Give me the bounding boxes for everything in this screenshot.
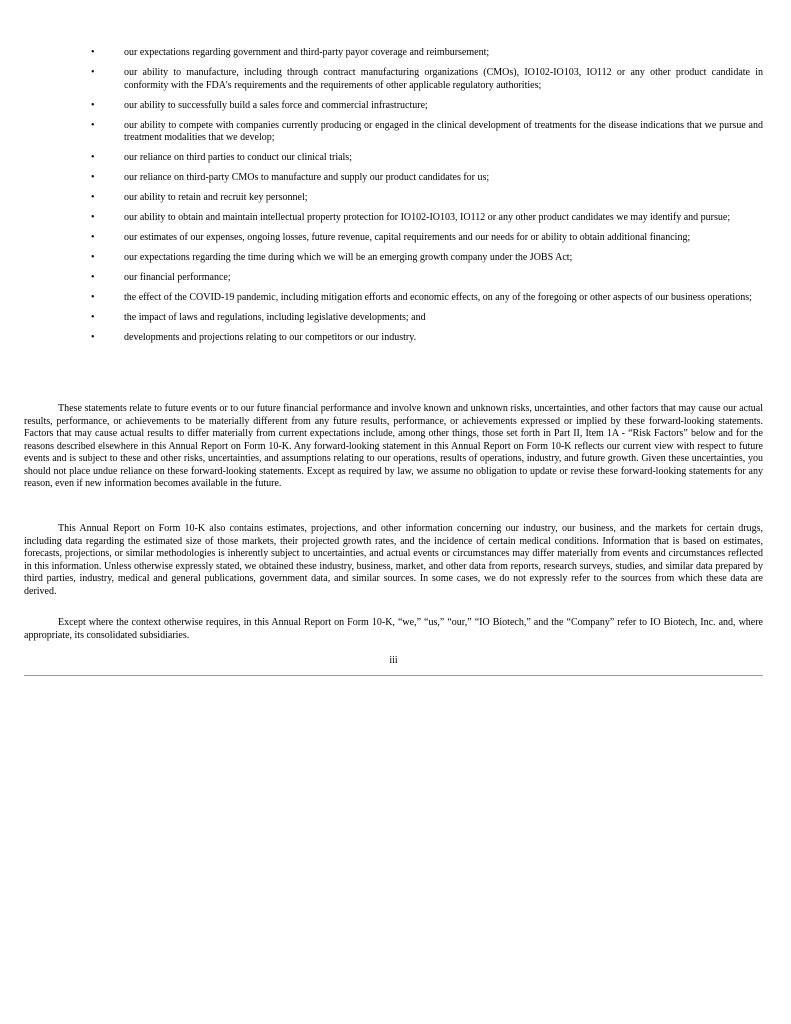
list-item-text: our financial performance; — [124, 272, 231, 284]
forward-looking-bullet-list — [24, 47, 763, 352]
list-item — [24, 192, 763, 205]
bullet-icon: • — [91, 66, 95, 78]
list-item — [24, 120, 763, 145]
list-item — [24, 332, 763, 345]
list-item — [24, 292, 763, 305]
list-item — [24, 152, 763, 165]
page-divider — [24, 675, 763, 676]
list-item-text: our ability to successfully build a sales force and commercial infrastructure; — [124, 99, 428, 111]
bullet-icon: • — [91, 212, 95, 224]
list-item-text: our ability to retain and recruit key personnel; — [124, 192, 308, 204]
bullet-icon: • — [91, 47, 95, 58]
company-definition-paragraph: Except where the context otherwise requires, in this Annual Report on Form 10-K, “we,” “us,” “our,” “IO Biotech,” and the “Company” refer to IO Biotech, Inc. and, where appropriate, its consolidated subsidiaries. — [24, 617, 763, 641]
list-item-text: our reliance on third-party CMOs to manufacture and supply our product candidates for us; — [124, 172, 490, 184]
list-item — [24, 212, 763, 225]
list-item — [24, 312, 763, 325]
bullet-icon: • — [91, 119, 95, 131]
page-number: iii — [389, 655, 398, 666]
bullet-icon: • — [91, 172, 95, 184]
list-item-text: our expectations regarding government and third-party payor coverage and reimbursement; — [124, 47, 490, 58]
bullet-icon: • — [91, 272, 95, 284]
list-item — [24, 47, 763, 60]
list-item — [24, 252, 763, 265]
bullet-icon: • — [91, 192, 95, 204]
list-item — [24, 100, 763, 113]
bullet-icon: • — [91, 312, 95, 323]
list-item-text: our ability to compete with companies currently producing or engaged in the clinical development of treatments for the disease indications that we pursue and treatment modalities that we develop; — [124, 119, 763, 144]
forward-looking-statements-paragraph: These statements relate to future events or to our future financial performance and involve known and unknown risks, uncertainties, and other factors that may cause our actual results, performance, or achievements to be materially different from any future results, performance, or achievements expressed or implied by these forward-looking statements. Factors that may cause actual results to differ materially from current expectations include, among other things, those set forth in Part II, Item 1A - “Risk Factors” below and for the reasons described elsewhere in this Annual Report on Form 10-K. Any forward-looking statement in this Annual Report on Form 10-K reflects our current view with respect to future events and is subject to these and other risks, uncertainties, and assumptions relating to our operations, results of operations, industry, and future growth. Given these uncertainties, you should not place undue reliance on these forward-looking statements. Except as required by law, we assume no obligation to update or revise these forward-looking statements for any reason, even if new information becomes available in the future. — [24, 403, 763, 490]
list-item — [24, 232, 763, 245]
bullet-icon: • — [91, 331, 95, 343]
bullet-icon: • — [91, 252, 95, 264]
list-item-text: the impact of laws and regulations, including legislative developments; and — [124, 312, 426, 323]
list-item — [24, 272, 763, 285]
list-item-text: our estimates of our expenses, ongoing losses, future revenue, capital requirements and our needs for or ability to obtain additional financing; — [124, 232, 691, 244]
bullet-icon: • — [91, 99, 95, 111]
list-item-text: our expectations regarding the time during which we will be an emerging growth company under the JOBS Act; — [124, 252, 573, 264]
bullet-icon: • — [91, 232, 95, 244]
list-item-text: our ability to manufacture, including through contract manufacturing organizations (CMOs), IO102-IO103, IO112 or any other product candidate in conformity with the FDA's requirements and the requirements of other applicable regulatory authorities; — [124, 66, 763, 91]
industry-data-paragraph: This Annual Report on Form 10-K also contains estimates, projections, and other information concerning our industry, our business, and the markets for certain drugs, including data regarding the estimated size of those markets, their projected growth rates, and the incidence of certain medical conditions. Information that is based on estimates, forecasts, projections, or similar methodologies is inherently subject to uncertainties, and actual events or circumstances may differ materially from events and circumstances reflected in this information. Unless otherwise expressly stated, we obtained these industry, business, market, and other data from reports, research surveys, studies, and similar data prepared by third parties, industry, medical and general publications, government data, and similar sources. In some cases, we do not expressly refer to the sources from which these data are derived. — [24, 523, 763, 597]
bullet-icon: • — [91, 152, 95, 164]
bullet-icon: • — [91, 292, 95, 304]
list-item-text: the effect of the COVID-19 pandemic, including mitigation efforts and economic effects, on any of the foregoing or other aspects of our business operations; — [124, 292, 752, 304]
list-item-text: our reliance on third parties to conduct our clinical trials; — [124, 152, 352, 164]
list-item — [24, 172, 763, 185]
list-item-text: developments and projections relating to our competitors or our industry. — [124, 331, 417, 343]
list-item — [24, 67, 763, 92]
list-item-text: our ability to obtain and maintain intellectual property protection for IO102-IO103, IO112 or any other product candidates we may identify and pursue; — [124, 212, 731, 224]
